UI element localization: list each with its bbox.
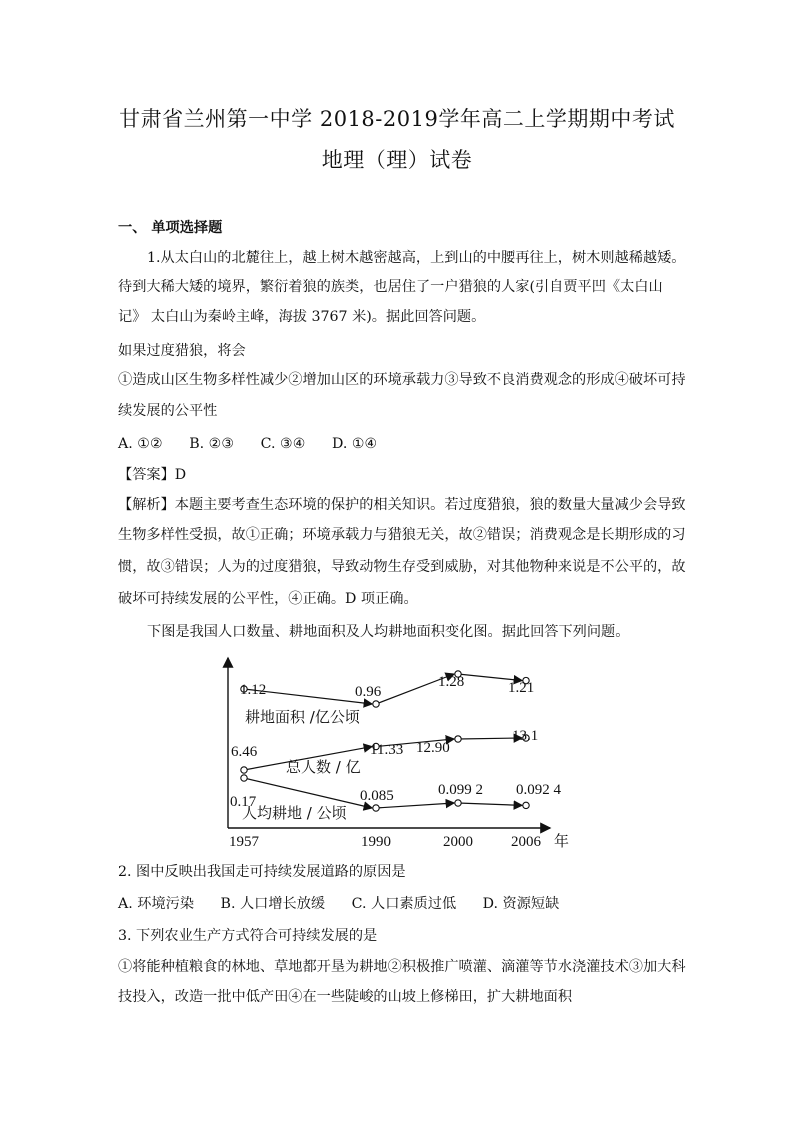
data-point — [455, 736, 461, 742]
data-point — [455, 800, 461, 806]
q3-statements: 技投入，改造一批中低产田④在一些陡峻的山坡上修梯田，扩大耕地面积 — [118, 989, 573, 1005]
data-label: 6.46 — [231, 744, 258, 760]
data-point — [373, 805, 379, 811]
data-point — [241, 767, 247, 773]
option-a: A. ①② — [118, 436, 163, 452]
exam-title: 甘肃省兰州第一中学 2018-2019学年高二上学期期中考试 — [119, 107, 675, 131]
q1-stem-line: 1.从太白山的北麓往上，越上树木越密越高，上到山的中腰再往上，树木则越稀越矮。 — [147, 250, 686, 266]
data-label: 1.28 — [438, 674, 465, 690]
x-axis-unit: 年 — [554, 832, 570, 850]
series-name: 耕地面积 /亿公顷 — [245, 708, 360, 726]
data-label: 0.96 — [355, 684, 382, 700]
data-point — [373, 701, 379, 707]
data-label: 13.1 — [512, 728, 539, 744]
line-chart — [220, 652, 580, 854]
data-label: 0.092 4 — [516, 782, 561, 798]
data-label: 11.33 — [370, 742, 404, 758]
data-label: 1.12 — [240, 682, 267, 698]
data-label: 12.90 — [416, 740, 450, 756]
option-b: B. 人口增长放缓 — [220, 896, 326, 912]
data-label: 0.099 2 — [438, 782, 483, 798]
option-c: C. 人口素质过低 — [351, 896, 457, 912]
exam-subtitle: 地理（理）试卷 — [321, 148, 473, 172]
data-label: 0.17 — [230, 794, 257, 810]
q1-analysis-line: 惯，故③错误；人为的过度猎狼，导致动物生存受到威胁，对其他物种来说是不公平的，故 — [118, 559, 686, 575]
data-point — [523, 802, 529, 808]
option-d: D. 资源短缺 — [482, 896, 560, 912]
q1-analysis-line: 生物多样性受损，故①正确；环境承载力与猎狼无关，故②错误；消费观念是长期形成的习 — [118, 527, 686, 543]
option-d: D. ①④ — [331, 436, 378, 452]
series-name: 总人数 / 亿 — [286, 758, 361, 776]
q3-statements: ①将能种植粮食的林地、草地都开垦为耕地②积极推广喷灌、滴灌等节水浇灌技术③加大科 — [118, 959, 686, 975]
option-c: C. ③④ — [260, 436, 306, 452]
series-name: 人均耕地 / 公顷 — [242, 804, 347, 822]
q3-stem: 3. 下列农业生产方式符合可持续发展的是 — [118, 928, 378, 944]
q2-options — [118, 894, 688, 914]
data-label: 0.085 — [360, 788, 394, 804]
x-tick-label: 1957 — [229, 834, 259, 850]
x-tick-label: 1990 — [361, 834, 391, 850]
chart-intro: 下图是我国人口数量、耕地面积及人均耕地面积变化图。据此回答下列问题。 — [147, 624, 630, 640]
q1-options — [118, 434, 688, 454]
x-tick-label: 2006 — [511, 834, 541, 850]
q1-analysis-line: 破坏可持续发展的公平性，④正确。D 项正确。 — [118, 591, 418, 607]
option-b: B. ②③ — [189, 436, 235, 452]
q2-stem: 2. 图中反映出我国走可持续发展道路的原因是 — [118, 864, 406, 880]
section-heading: 一、 单项选择题 — [118, 220, 223, 236]
q1-stem-line: 记》 太白山为秦岭主峰，海拔 3767 米)。据此回答问题。 — [118, 309, 486, 325]
option-a: A. 环境污染 — [118, 896, 195, 912]
q1-statements: 续发展的公平性 — [118, 403, 218, 419]
q1-question: 如果过度猎狼，将会 — [118, 343, 246, 359]
q1-analysis-line: 【解析】本题主要考查生态环境的保护的相关知识。若过度猎狼，狼的数量大量减少会导致 — [118, 497, 686, 513]
q1-answer: 【答案】D — [118, 467, 187, 483]
data-point — [241, 775, 247, 781]
data-label: 1.21 — [508, 680, 535, 696]
x-tick-label: 2000 — [443, 834, 473, 850]
q1-statements: ①造成山区生物多样性减少②增加山区的环境承载力③导致不良消费观念的形成④破坏可持 — [118, 372, 686, 388]
series-segment — [458, 803, 522, 805]
q1-stem-line: 待到大稀大矮的境界，繁衍着狼的族类，也居住了一户猎狼的人家(引自贾平凹《太白山 — [118, 279, 663, 295]
